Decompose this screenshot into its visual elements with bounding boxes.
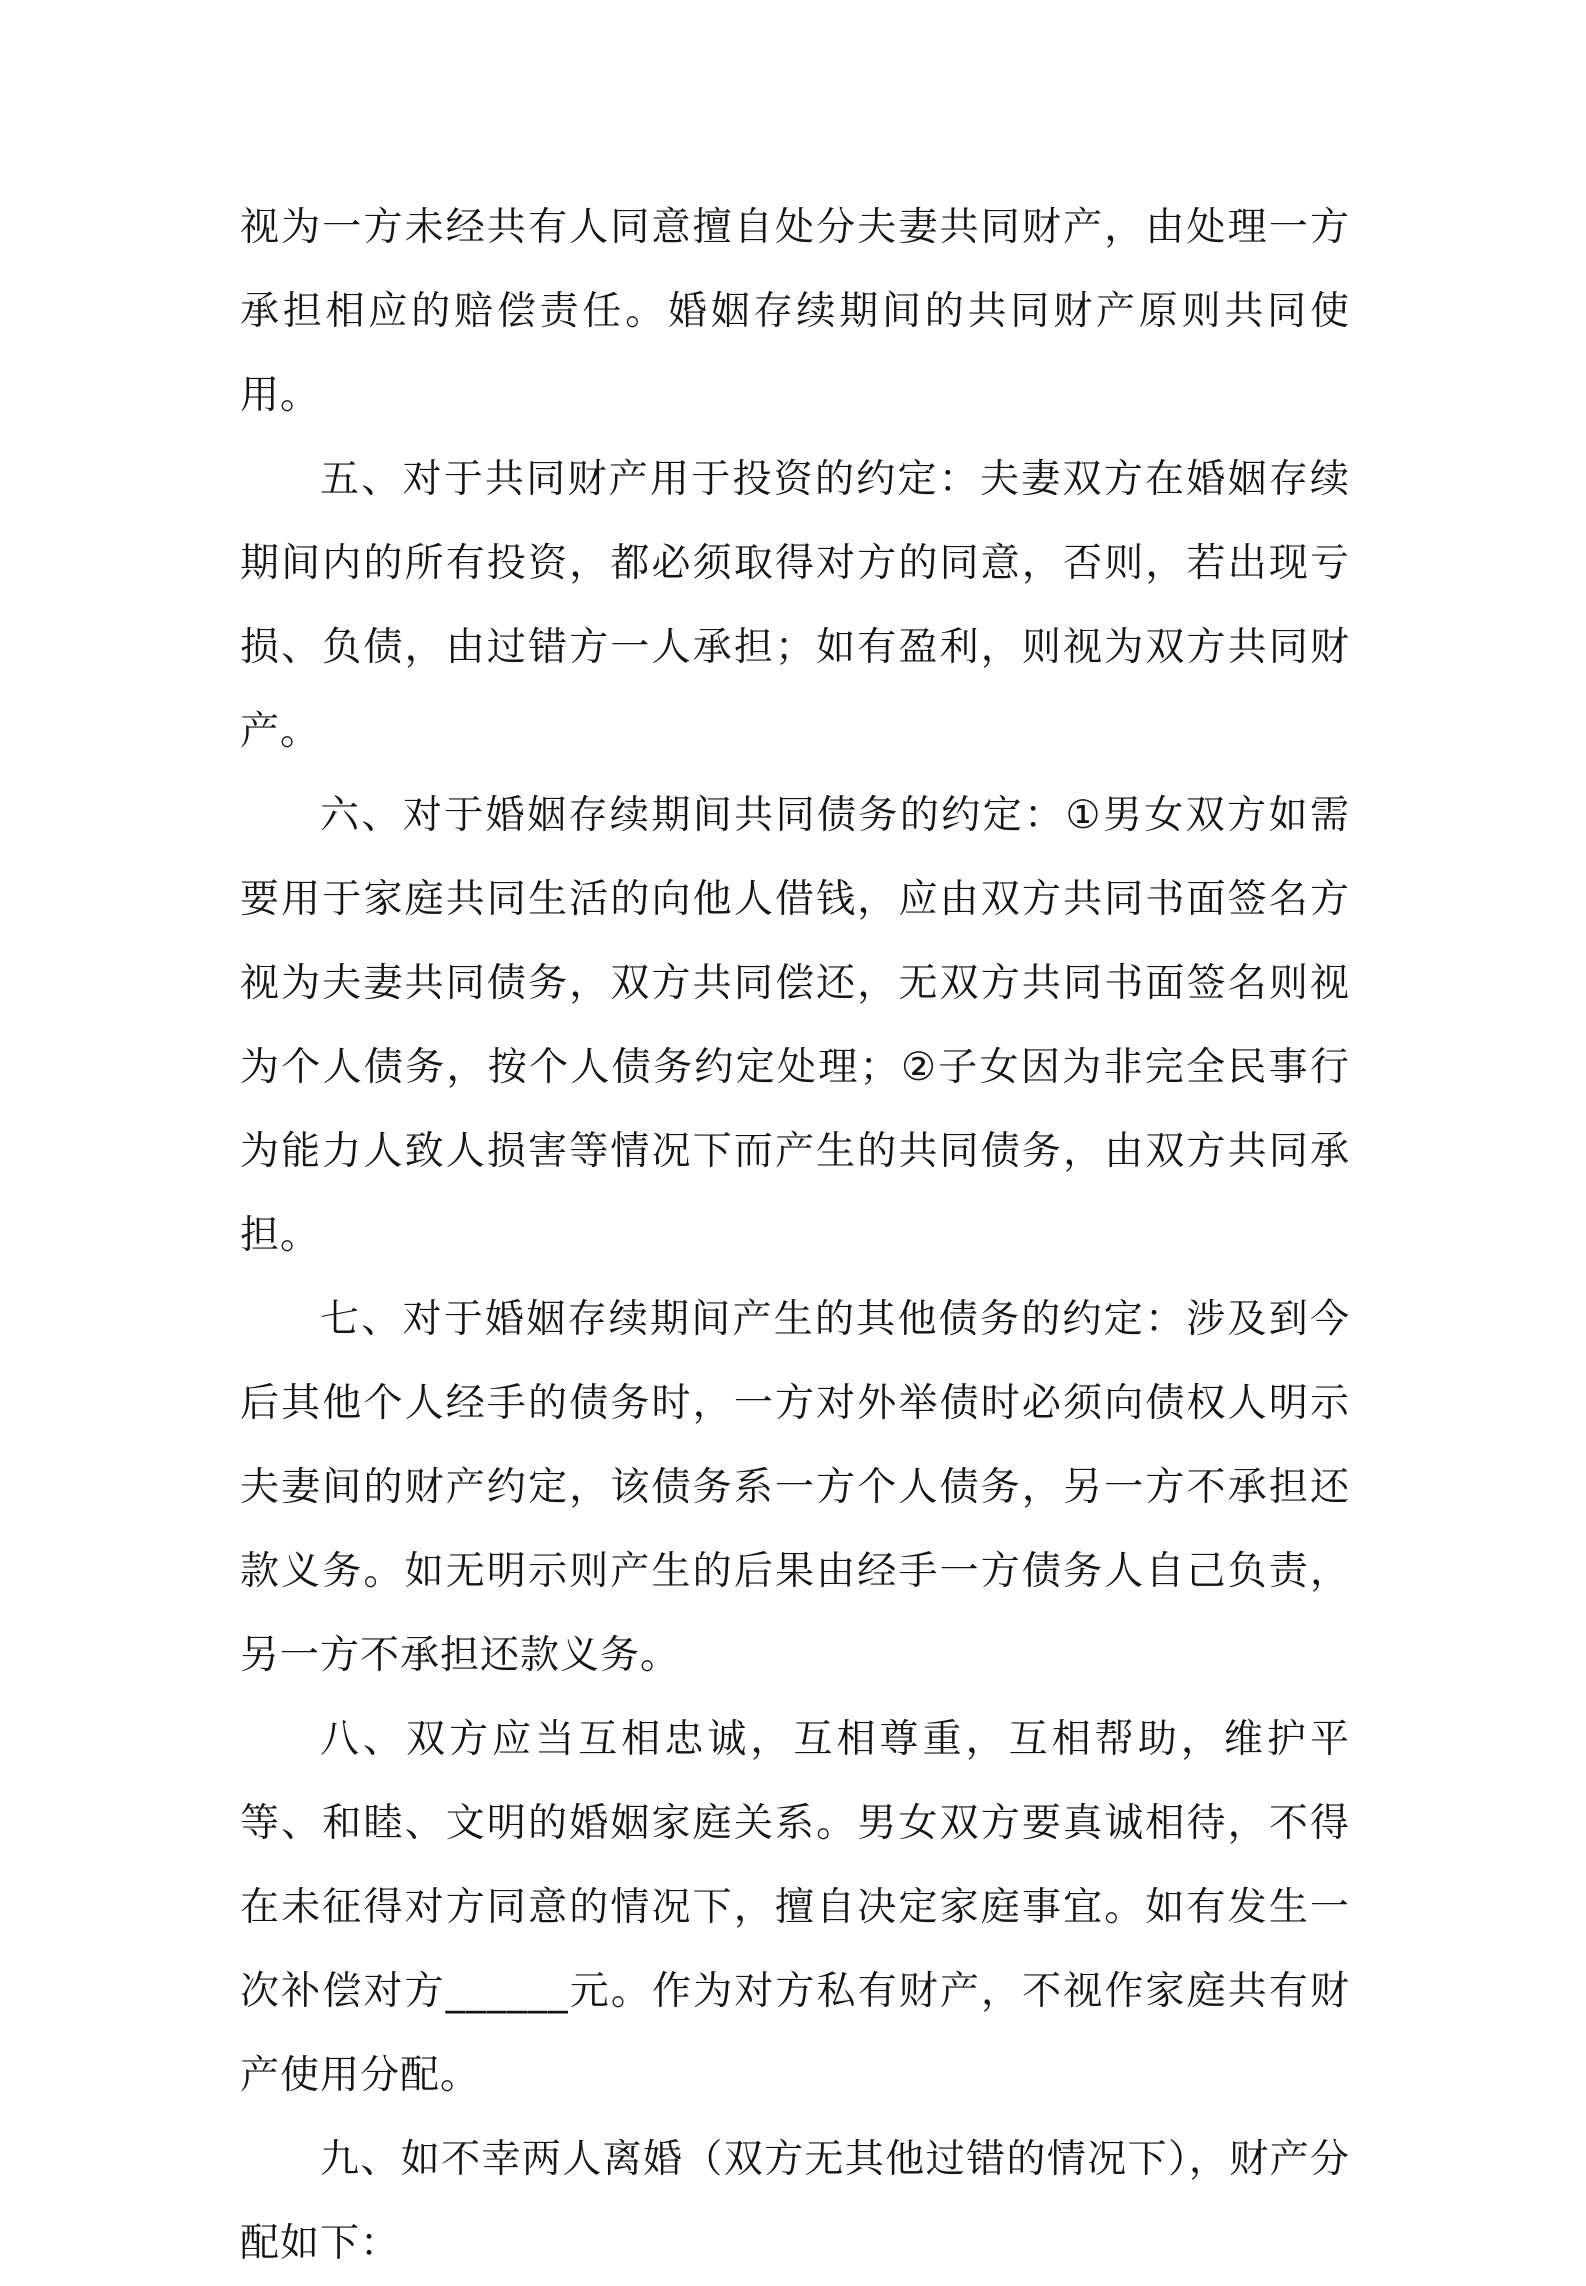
paragraph-clause-5: 五、对于共同财产用于投资的约定：夫妻双方在婚姻存续期间内的所有投资，都必须取得对方的同意，否则，若出现亏损、负债，由过错方一人承担；如有盈利，则视为双方共同财产。	[240, 457, 1350, 754]
paragraph-continuation: 视为一方未经共有人同意擅自处分夫妻共同财产，由处理一方承担相应的赔偿责任。婚姻存续期间的共同财产原则共同使用。	[240, 205, 1350, 418]
paragraph-clause-8: 八、双方应当互相忠诚，互相尊重，互相帮助，维护平等、和睦、文明的婚姻家庭关系。男女双方要真诚相待，不得在未征得对方同意的情况下，擅自决定家庭事宜。如有发生一次补偿对方______元。作为对方私有财产，不视作家庭共有财产使用分配。	[240, 1717, 1350, 2098]
paragraph-clause-7: 七、对于婚姻存续期间产生的其他债务的约定：涉及到今后其他个人经手的债务时，一方对外举债时必须向债权人明示夫妻间的财产约定，该债务系一方个人债务，另一方不承担还款义务。如无明示则产生的后果由经手一方债务人自己负责，另一方不承担还款义务。	[240, 1297, 1350, 1678]
paragraph-clause-9: 九、如不幸两人离婚（双方无其他过错的情况下），财产分配如下：	[240, 2137, 1350, 2266]
document-body	[240, 186, 1350, 2286]
paragraph-clause-6: 六、对于婚姻存续期间共同债务的约定：①男女双方如需要用于家庭共同生活的向他人借钱，应由双方共同书面签名方视为夫妻共同债务，双方共同偿还，无双方共同书面签名则视为个人债务，按个人债务约定处理；②子女因为非完全民事行为能力人致人损害等情况下而产生的共同债务，由双方共同承担。	[240, 793, 1350, 1258]
